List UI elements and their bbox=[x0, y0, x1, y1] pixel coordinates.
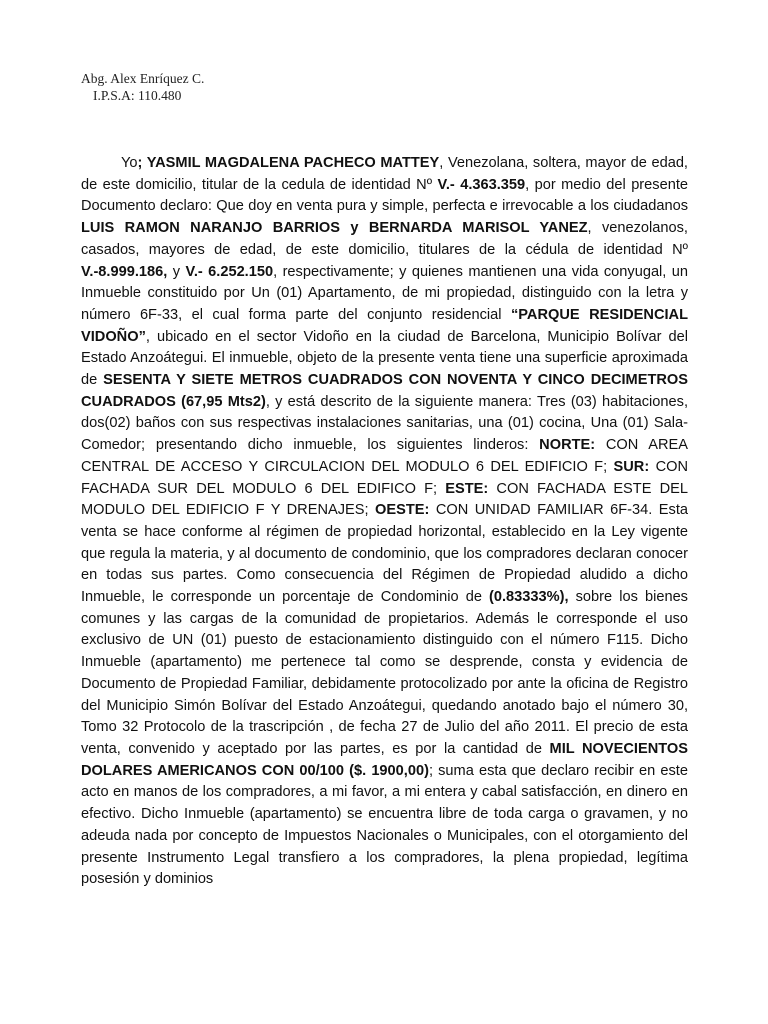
boundary-south-label: SUR: bbox=[613, 458, 650, 475]
text-run: , por medio del presente Documento declaro: Que doy en venta pura y simple, perfecta e irrevocable a los ciudadanos bbox=[81, 176, 688, 215]
text-run: , respectivamente; y quienes mantienen una vida conyugal, un Inmueble constituido por Un (01) Apartamento, de mi propiedad, distinguido con la letra y número 6F-33, el cual forma parte del conjunto residencial bbox=[81, 263, 689, 323]
sale-price: MIL NOVECIENTOS DOLARES AMERICANOS CON 00/100 ($. 1900,00) bbox=[81, 740, 688, 779]
text-run: CON AREA CENTRAL DE ACCESO Y CIRCULACION DEL MODULO 6 DEL EDIFICIO F; bbox=[81, 437, 688, 475]
text-run: , y está descrito de la siguiente manera: Tres (03) habitaciones, dos(02) baños con sus respectivas instalaciones sanitarias, una (01) cocina, Una (01) Sala-Comedor; presentando dicho inmueble, los siguientes linderos: bbox=[81, 393, 688, 454]
boundary-west-label: OESTE: bbox=[375, 502, 430, 519]
buyer-id-1: V.-8.999.186, bbox=[81, 263, 168, 280]
lawyer-name: Abg. Alex Enríquez C. bbox=[81, 71, 205, 86]
text-run: y bbox=[167, 263, 186, 280]
boundary-east-label: ESTE: bbox=[445, 480, 489, 497]
text-run: Yo bbox=[121, 155, 138, 171]
text-run: CON FACHADA ESTE DEL MODULO DEL EDIFICIO F Y DRENAJES; bbox=[81, 480, 688, 519]
text-run: , ubicado en el sector Vidoño en la ciudad de Barcelona, Municipio Bolívar del Estado Anzoátegui. El inmueble, objeto de la presente venta tiene una superficie aproximada de bbox=[81, 328, 688, 389]
surface-area: SESENTA Y SIETE METROS CUADRADOS CON NOVENTA Y CINCO DECIMETROS CUADRADOS (67,95 Mts2) bbox=[81, 372, 688, 410]
seller-name: ; YASMIL MAGDALENA PACHECO MATTEY bbox=[137, 155, 440, 171]
text-run: ; suma esta que declaro recibir en este acto en manos de los compradores, a mi favor, a mi entera y cabal satisfacción, en dinero en efectivo. Dicho Inmueble (apartamento) se encuentra libre de toda carga o gravamen, y no adeuda nada por concepto de Impuestos Nacionales o Municipales, con el otorgamiento del presente Instrumento Legal transfiero a los compradores, la plena propiedad, legítima posesión y dominios bbox=[81, 762, 688, 888]
letterhead bbox=[81, 70, 204, 104]
text-run: , Venezolana, soltera, mayor de edad, de este domicilio, titular de la cedula de identidad Nº bbox=[81, 155, 688, 193]
text-run: sobre los bienes comunes y las cargas de la comunidad de propietarios. Además le corresponde el uso exclusivo de UN (01) puesto de estacionamiento distinguido con el número F115. Dicho Inmueble (apartamento) me pertenece tal como se desprende, consta y evidencia de Documento de Propiedad Familiar, debidamente protocolizado por ante la oficina de Registro del Municipio Simón Bolívar del Estado Anzoátegui, quedando anotado bajo el número 30, Tomo 32 Protocolo de la trascripción , de fecha 27 de Julio del año 2011. El precio de esta venta, convenido y aceptado por las partes, es por la cantidad de bbox=[81, 589, 688, 757]
condominium-percentage: (0.83333%), bbox=[489, 589, 569, 606]
lawyer-registry: I.P.S.A: 110.480 bbox=[93, 88, 182, 103]
text-run: CON FACHADA SUR DEL MODULO 6 DEL EDIFICO F; bbox=[81, 458, 688, 497]
seller-id: V.- 4.363.359 bbox=[437, 176, 526, 193]
buyer-names: LUIS RAMON NARANJO BARRIOS y BERNARDA MARISOL YANEZ bbox=[81, 220, 588, 237]
text-run: CON UNIDAD FAMILIAR 6F-34. Esta venta se hace conforme al régimen de propiedad horizontal, establecido en la Ley vigente que regula la materia, y al documento de condominio, que los compradores declaran conocer en todas sus partes. Como consecuencia del Régimen de Propiedad aludido a dicho Inmueble, le corresponde un porcentaje de Condominio de bbox=[81, 502, 688, 606]
boundary-north-label: NORTE: bbox=[539, 437, 596, 454]
text-run: , venezolanos, casados, mayores de edad, de este domicilio, titulares de la cédula de identidad Nº bbox=[81, 220, 688, 258]
buyer-id-2: V.- 6.252.150 bbox=[185, 263, 274, 280]
sale-declaration-paragraph bbox=[81, 153, 688, 891]
complex-name: “PARQUE RESIDENCIAL VIDOÑO” bbox=[81, 306, 688, 345]
